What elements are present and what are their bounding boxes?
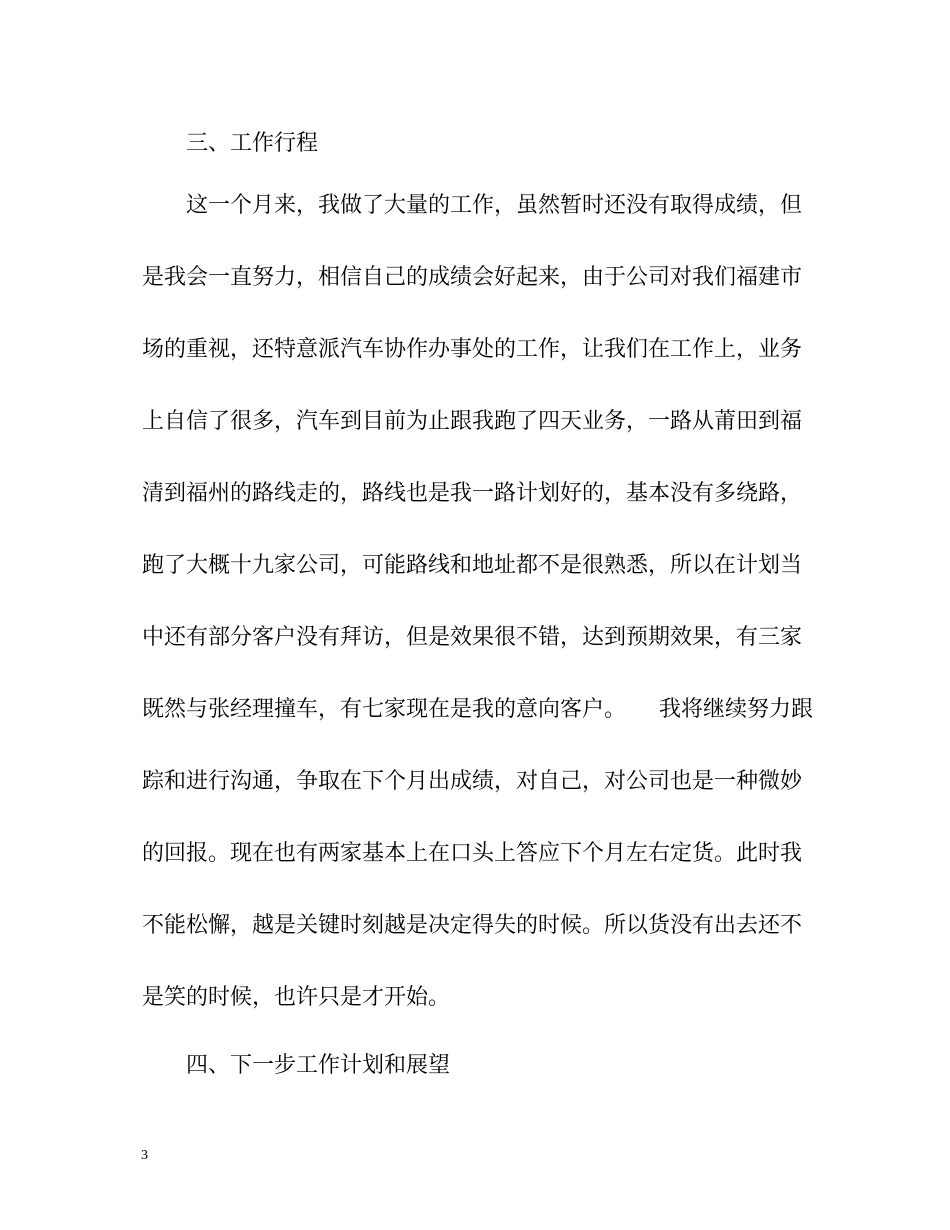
body-text-line: 清到福州的路线走的，路线也是我一路计划好的，基本没有多绕路， bbox=[142, 481, 803, 506]
body-text-line: 上自信了很多，汽车到目前为止跟我跑了四天业务，一路从莆田到福 bbox=[142, 409, 803, 434]
body-text-line: 跑了大概十九家公司，可能路线和地址都不是很熟悉，所以在计划当 bbox=[142, 553, 803, 578]
body-text-line: 踪和进行沟通，争取在下个月出成绩，对自己，对公司也是一种微妙 bbox=[142, 769, 803, 794]
body-text-line: 这一个月来，我做了大量的工作，虽然暂时还没有取得成绩，但 bbox=[186, 193, 803, 218]
body-text-line: 是我会一直努力，相信自己的成绩会好起来，由于公司对我们福建市 bbox=[142, 265, 803, 290]
body-text-line: 的回报。现在也有两家基本上在口头上答应下个月左右定货。此时我 bbox=[142, 841, 803, 866]
body-text-line: 场的重视，还特意派汽车协作办事处的工作，让我们在工作上，业务 bbox=[142, 337, 803, 362]
body-text-line: 既然与张经理撞车，有七家现在是我的意向客户。 我将继续努力跟 bbox=[142, 697, 814, 722]
body-text-line: 中还有部分客户没有拜访，但是效果很不错，达到预期效果，有三家 bbox=[142, 625, 803, 650]
page-number: 3 bbox=[141, 1148, 148, 1163]
body-text-line: 不能松懈，越是关键时刻越是决定得失的时候。所以货没有出去还不 bbox=[142, 913, 803, 938]
section-heading-3: 三、工作行程 bbox=[186, 131, 319, 156]
section-heading-4: 四、下一步工作计划和展望 bbox=[186, 1053, 451, 1078]
body-text-line: 是笑的时候，也许只是才开始。 bbox=[142, 985, 451, 1010]
